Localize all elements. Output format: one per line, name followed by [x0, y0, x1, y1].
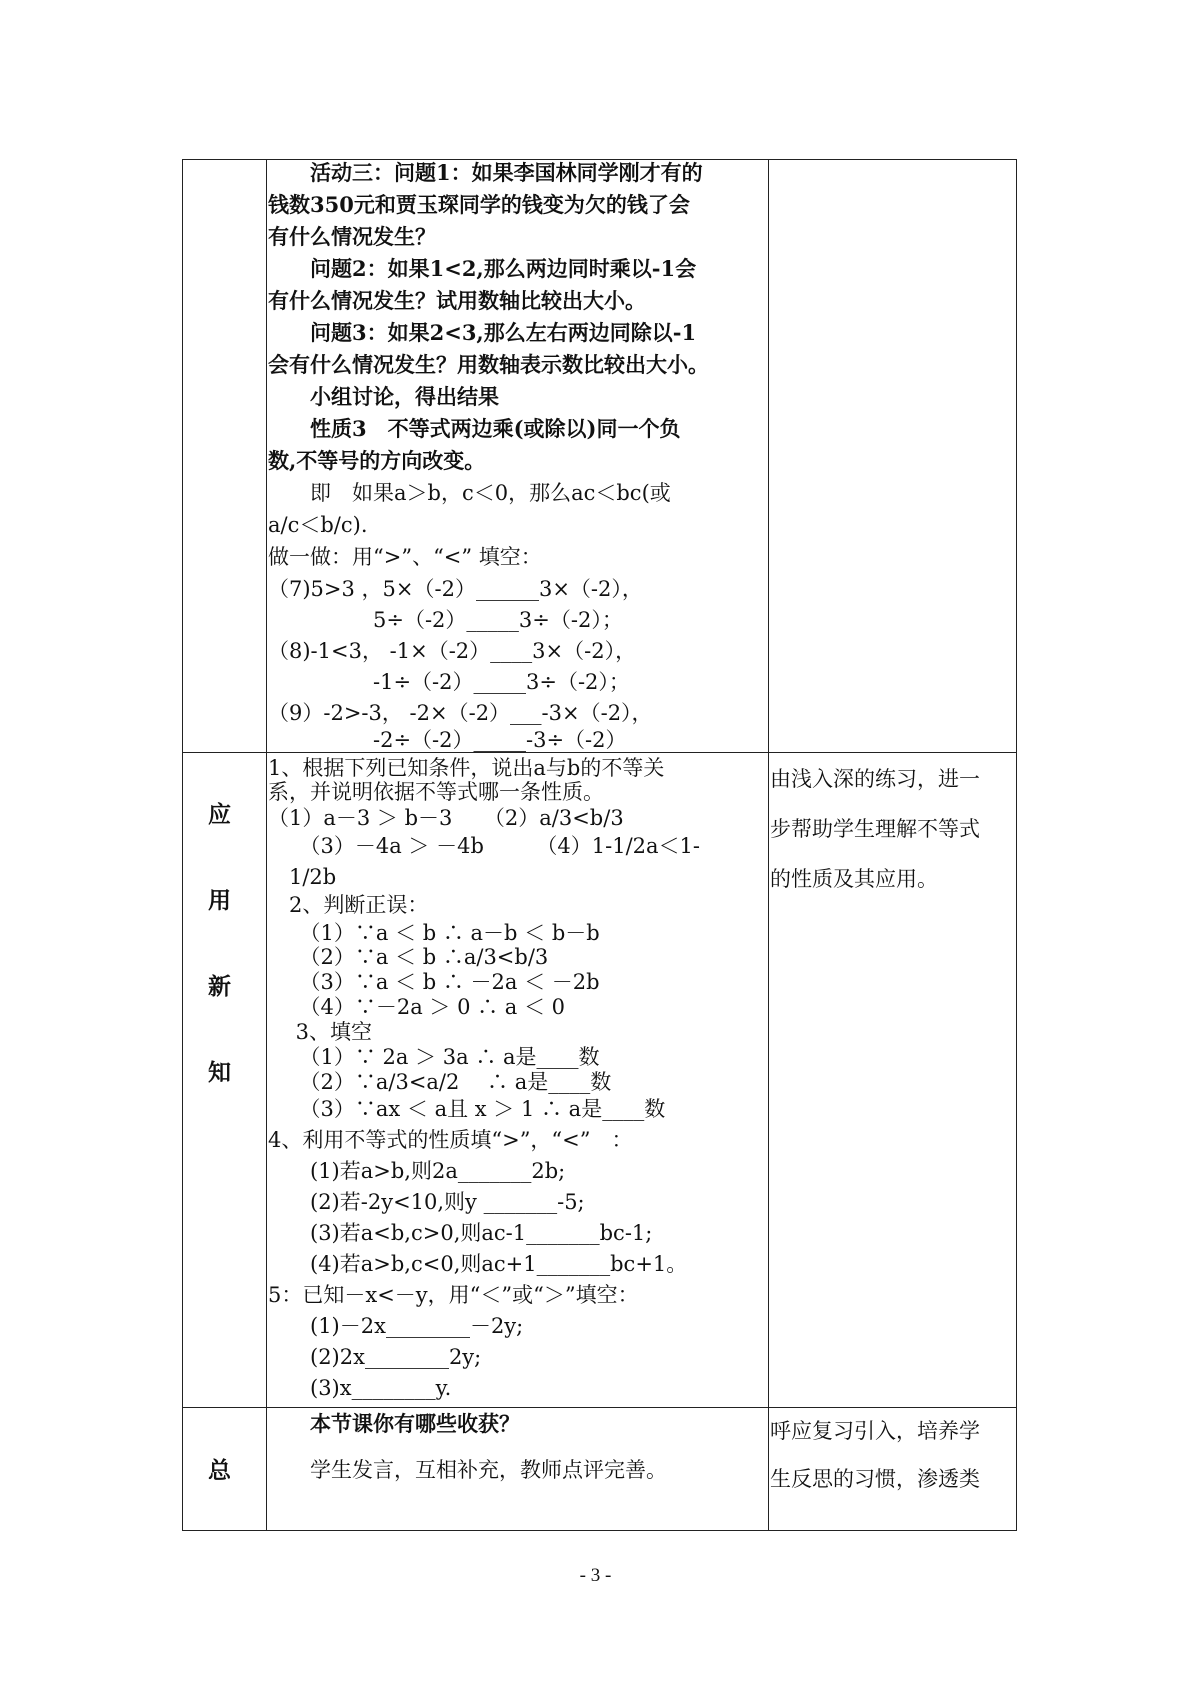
- column-divider-2: [768, 159, 769, 1530]
- content-line: 5÷（-2）_____3÷（-2）；: [268, 608, 623, 632]
- content-line: 1/2b: [268, 865, 337, 889]
- content-line: 有什么情况发生？: [268, 224, 436, 249]
- content-line: 2、判断正误：: [268, 893, 429, 917]
- table-border-left: [182, 159, 183, 1530]
- content-line: （8)-1<3， -1×（-2）____3×（-2），: [268, 639, 637, 663]
- content-line: （3）∵ax ＜ a且 x ＞ 1 ∴ a是____数: [268, 1097, 666, 1121]
- design-note-line: 生反思的习惯，渗透类: [770, 1467, 980, 1491]
- content-line: （3）∵a ＜ b ∴ －2a ＜ －2b: [268, 970, 600, 994]
- content-line: (2)若-2y<10,则y _______-5;: [268, 1190, 585, 1214]
- content-line: （1）∵ 2a ＞ 3a ∴ a是____数: [268, 1045, 600, 1069]
- content-line: (1)－2x________－2y;: [268, 1314, 524, 1338]
- column-divider-1: [266, 159, 267, 1530]
- content-line: 有什么情况发生？试用数轴比较出大小。: [268, 288, 646, 313]
- content-line: -1÷（-2）_____3÷（-2）；: [268, 670, 630, 694]
- content-line: （2）∵a/3<a/2 ∴ a是____数: [268, 1070, 612, 1094]
- design-note-line: 的性质及其应用。: [770, 867, 938, 891]
- stage-label-char: 总: [208, 1457, 231, 1484]
- content-line: 系，并说明依据不等式哪一条性质。: [268, 780, 604, 804]
- content-line: -2÷（-2）_____-3÷（-2）: [268, 728, 627, 752]
- page-number: - 3 -: [579, 1565, 612, 1586]
- content-line: 本节课你有哪些收获？: [268, 1411, 520, 1436]
- content-line: 问题2：如果1<2,那么两边同时乘以-1会: [268, 256, 697, 281]
- content-line: (3)若a<b,c>0,则ac-1_______bc-1;: [268, 1221, 653, 1245]
- content-line: 问题3：如果2<3,那么左右两边同除以-1: [268, 320, 697, 345]
- content-line: 3、填空: [268, 1020, 373, 1044]
- content-line: 学生发言，互相补充，教师点评完善。: [268, 1458, 667, 1482]
- content-line: 小组讨论，得出结果: [268, 384, 499, 409]
- content-line: 钱数350元和贾玉琛同学的钱变为欠的钱了会: [268, 192, 690, 217]
- content-line: 活动三：问题1：如果李国林同学刚才有的: [268, 160, 703, 185]
- row-divider-2: [182, 1407, 1017, 1408]
- content-line: 1、根据下列已知条件，说出a与b的不等关: [268, 756, 665, 780]
- content-line: 4、利用不等式的性质填“>”，“<” ：: [268, 1128, 633, 1152]
- table-border-bottom: [182, 1530, 1017, 1531]
- table-border-right: [1016, 159, 1017, 1530]
- content-line: (3)x________y.: [268, 1376, 452, 1400]
- content-line: （3）－4a ＞ －4b （4）1-1/2a＜1-: [268, 834, 700, 858]
- content-line: 会有什么情况发生？用数轴表示数比较出大小。: [268, 352, 709, 377]
- content-line: (1)若a>b,则2a_______2b;: [268, 1159, 566, 1183]
- design-note-line: 步帮助学生理解不等式: [770, 817, 980, 841]
- content-line: （2）∵a ＜ b ∴a/3<b/3: [268, 945, 549, 969]
- content-line: (2)2x________2y;: [268, 1345, 482, 1369]
- content-line: （1）a－3 ＞ b－3 （2）a/3<b/3: [268, 806, 624, 830]
- stage-label-char: 应: [208, 801, 231, 828]
- content-line: 性质3 不等式两边乘(或除以)同一个负: [268, 416, 681, 441]
- content-line: 5：已知－x<－y，用“＜”或“＞”填空：: [268, 1283, 639, 1307]
- content-line: （1）∵a ＜ b ∴ a－b ＜ b－b: [268, 921, 600, 945]
- content-line: （7)5>3 ，5×（-2）______3×（-2），: [268, 577, 643, 601]
- content-line: (4)若a>b,c<0,则ac+1_______bc+1。: [268, 1252, 688, 1276]
- design-note-line: 由浅入深的练习，进一: [770, 767, 980, 791]
- content-line: a/c＜b/c).: [268, 513, 368, 537]
- content-line: （9）-2>-3， -2×（-2）___-3×（-2），: [268, 701, 653, 725]
- content-line: 数,不等号的方向改变。: [268, 448, 486, 473]
- stage-label-char: 用: [208, 887, 231, 914]
- content-line: （4）∵－2a ＞ 0 ∴ a ＜ 0: [268, 995, 566, 1019]
- content-line: 即 如果a＞b，c＜0，那么ac＜bc(或: [268, 481, 671, 505]
- design-note-line: 呼应复习引入，培养学: [770, 1419, 980, 1443]
- stage-label-char: 新: [208, 973, 231, 1000]
- content-line: 做一做：用“>”、“<” 填空：: [268, 545, 542, 569]
- stage-label-char: 知: [208, 1059, 231, 1086]
